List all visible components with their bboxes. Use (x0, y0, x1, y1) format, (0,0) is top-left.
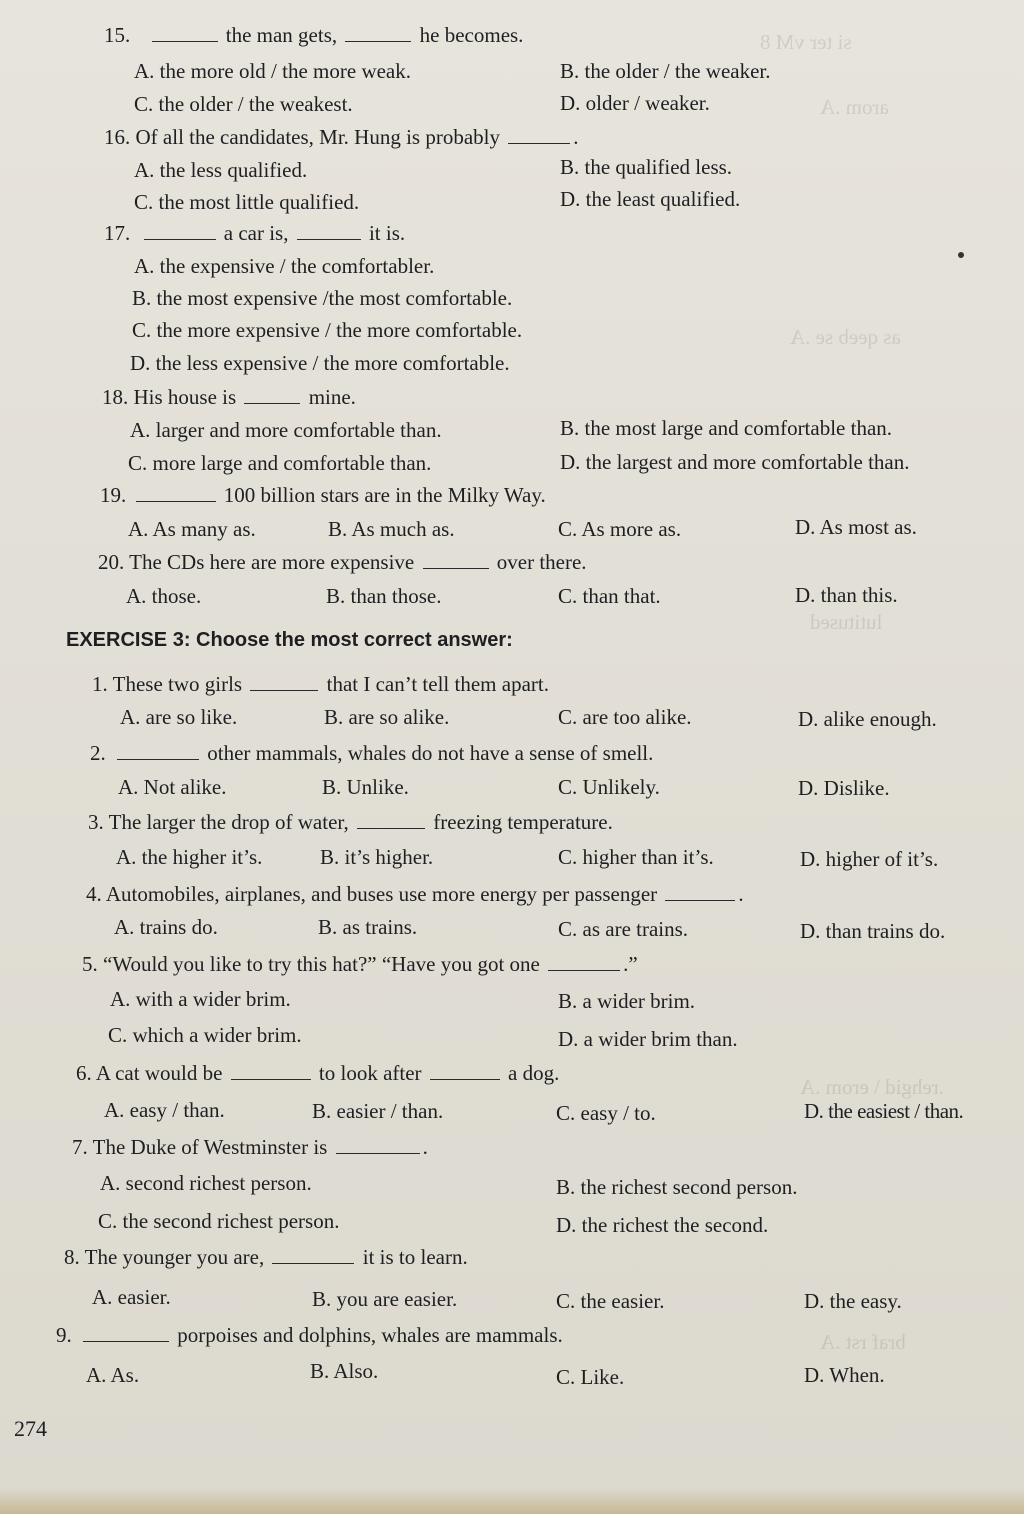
question-number: 17. (104, 221, 131, 245)
answer-blank[interactable] (548, 953, 620, 971)
question-number: 19. (100, 483, 127, 507)
answer-blank[interactable] (665, 883, 735, 901)
option-a[interactable]: A. the expensive / the comfortabler. (134, 254, 435, 278)
question-text: His house is (133, 385, 237, 409)
page-number: 274 (14, 1416, 47, 1441)
question-text: it is. (368, 221, 406, 245)
question-number: 5. (82, 952, 98, 976)
question-text: that I can’t tell them apart. (326, 672, 549, 696)
answer-blank[interactable] (357, 811, 425, 829)
question-text: The larger the drop of water, (108, 810, 349, 834)
question-number: 20. (98, 550, 125, 574)
answer-blank[interactable] (297, 222, 361, 240)
question-number: 16. (104, 125, 131, 149)
option-c[interactable]: C. As more as. (558, 517, 682, 541)
question-number: 9. (56, 1323, 72, 1347)
question-text: Automobiles, airplanes, and buses use more energy per passenger (105, 882, 658, 906)
answer-blank[interactable] (83, 1324, 169, 1342)
option-a[interactable]: A. the less qualified. (134, 158, 308, 182)
option-a[interactable]: A. Not alike. (118, 775, 227, 799)
question-number: 1. (92, 672, 108, 696)
option-c[interactable]: C. more large and comfortable than. (128, 451, 432, 475)
option-b[interactable]: B. the qualified less. (560, 155, 733, 179)
question-number: 8. (64, 1245, 80, 1269)
option-d[interactable]: D. Dislike. (798, 776, 890, 800)
option-a[interactable]: A. As many as. (128, 517, 256, 541)
answer-blank[interactable] (136, 484, 216, 502)
option-b[interactable]: B. are so alike. (324, 705, 450, 729)
question-text: it is to learn. (362, 1245, 468, 1269)
question-20 (98, 549, 587, 575)
option-c[interactable]: C. easy / to. (556, 1101, 656, 1125)
question-number: 18. (102, 385, 129, 409)
question-text: he becomes. (419, 23, 524, 47)
option-a[interactable]: A. easy / than. (104, 1098, 225, 1122)
question-text: porpoises and dolphins, whales are mammals. (177, 1323, 563, 1347)
option-c[interactable]: C. the older / the weakest. (134, 92, 353, 116)
option-a[interactable]: A. As. (86, 1363, 140, 1387)
ink-dot (958, 252, 964, 258)
option-b[interactable]: B. the most expensive /the most comfortable. (132, 286, 513, 310)
option-c[interactable]: C. as are trains. (558, 917, 689, 941)
answer-blank[interactable] (250, 673, 318, 691)
option-d[interactable]: D. alike enough. (798, 707, 937, 731)
question-number: 3. (88, 810, 104, 834)
option-c[interactable]: C. higher than it’s. (558, 845, 714, 869)
question-text: other mammals, whales do not have a sense of smell. (207, 741, 654, 765)
ex3-question-2 (90, 740, 653, 766)
ex3-question-3 (88, 809, 613, 835)
option-d[interactable]: D. older / weaker. (560, 91, 710, 115)
option-b[interactable]: B. Also. (310, 1359, 379, 1383)
question-text: 100 billion stars are in the Milky Way. (223, 483, 546, 507)
show-through-text: as qeeb se .A (790, 325, 901, 349)
question-text: a car is, (223, 221, 289, 245)
option-a[interactable]: A. those. (126, 584, 202, 608)
question-text: The Duke of Westminster is (92, 1135, 328, 1159)
show-through-text: .rehgid \ erom .A (800, 1075, 945, 1099)
option-b[interactable]: B. a wider brim. (558, 989, 696, 1013)
option-a[interactable]: A. the more old / the more weak. (134, 59, 411, 83)
question-end: . (573, 125, 579, 149)
option-a[interactable]: A. second richest person. (100, 1171, 312, 1195)
option-c[interactable]: C. Unlikely. (558, 775, 660, 799)
question-text: over there. (496, 550, 587, 574)
question-text: These two girls (112, 672, 243, 696)
ex3-question-1 (92, 671, 549, 697)
option-c[interactable]: C. which a wider brim. (108, 1023, 302, 1047)
question-text: The CDs here are more expensive (129, 550, 415, 574)
option-c[interactable]: C. than that. (558, 584, 661, 608)
option-a[interactable]: A. are so like. (120, 705, 238, 729)
option-a[interactable]: A. easier. (92, 1285, 171, 1309)
ex3-question-5 (82, 951, 638, 977)
option-a[interactable]: A. with a wider brim. (110, 987, 291, 1011)
question-end: .” (623, 952, 638, 976)
option-b[interactable]: B. Unlike. (322, 775, 409, 799)
question-number: 2. (90, 741, 106, 765)
question-number: 15. (104, 23, 131, 47)
question-text: Of all the candidates, Mr. Hung is probably (135, 125, 501, 149)
question-19 (100, 482, 546, 508)
question-text: “Would you like to try this hat?” “Have you got one (103, 952, 540, 976)
question-number: 6. (76, 1061, 92, 1085)
option-d[interactable]: D. than trains do. (800, 919, 946, 943)
exercise-heading: EXERCISE 3: Choose the most correct answer: (66, 629, 513, 651)
question-end: . (422, 1135, 428, 1159)
option-d[interactable]: D. As most as. (795, 515, 917, 539)
option-b[interactable]: B. As much as. (328, 517, 455, 541)
option-d[interactable]: D. the least qualified. (560, 187, 741, 211)
option-b[interactable]: B. easier / than. (312, 1099, 444, 1123)
question-text: a dog. (508, 1061, 560, 1085)
question-end: . (738, 882, 744, 906)
option-d[interactable]: D. When. (804, 1363, 885, 1387)
ex3-question-6 (76, 1060, 559, 1086)
answer-blank[interactable] (423, 551, 489, 569)
show-through-text: si ter vM 8 (760, 30, 852, 54)
page-edge (0, 1488, 1024, 1514)
question-text: mine. (308, 385, 356, 409)
option-c[interactable]: C. the second richest person. (98, 1209, 340, 1233)
option-b[interactable]: B. the older / the weaker. (560, 59, 771, 83)
option-b[interactable]: B. the most large and comfortable than. (560, 416, 893, 440)
question-text: freezing temperature. (433, 810, 613, 834)
ex3-question-9 (56, 1322, 563, 1348)
option-d[interactable]: D. a wider brim than. (558, 1027, 738, 1051)
option-b[interactable]: B. as trains. (318, 915, 418, 939)
option-a[interactable]: A. the higher it’s. (116, 845, 263, 869)
option-c[interactable]: C. are too alike. (558, 705, 692, 729)
answer-blank[interactable] (508, 126, 570, 144)
option-d[interactable]: D. the easy. (804, 1289, 902, 1313)
option-d[interactable]: D. higher of it’s. (800, 847, 939, 871)
answer-blank[interactable] (244, 386, 300, 404)
option-c[interactable]: C. Like. (556, 1365, 625, 1389)
show-through-text: lutitused (810, 610, 883, 634)
question-text: The younger you are, (84, 1245, 265, 1269)
option-d[interactable]: D. the largest and more comfortable than. (560, 450, 910, 474)
option-d[interactable]: D. than this. (795, 583, 898, 607)
ex3-question-8 (64, 1244, 468, 1270)
option-d[interactable]: D. the easiest / than. (804, 1099, 964, 1123)
option-c[interactable]: C. the most little qualified. (134, 190, 360, 214)
question-text: to look after (318, 1061, 422, 1085)
answer-blank[interactable] (345, 24, 411, 42)
answer-blank[interactable] (152, 24, 218, 42)
option-a[interactable]: A. larger and more comfortable than. (130, 418, 442, 442)
answer-blank[interactable] (336, 1136, 420, 1154)
answer-blank[interactable] (117, 742, 199, 760)
question-15 (104, 22, 523, 48)
option-d[interactable]: D. the less expensive / the more comfortable. (130, 351, 510, 375)
question-number: 4. (86, 882, 102, 906)
question-text: the man gets, (225, 23, 338, 47)
answer-blank[interactable] (231, 1062, 311, 1080)
question-17 (104, 220, 405, 246)
option-c[interactable]: C. the easier. (556, 1289, 665, 1313)
show-through-text: arom .A (820, 95, 889, 119)
ex3-question-4 (86, 881, 744, 907)
option-b[interactable]: B. than those. (326, 584, 442, 608)
option-b[interactable]: B. it’s higher. (320, 845, 434, 869)
option-c[interactable]: C. the more expensive / the more comfortable. (132, 318, 523, 342)
question-16 (104, 124, 579, 150)
answer-blank[interactable] (430, 1062, 500, 1080)
show-through-text: braf rst .A (820, 1330, 906, 1354)
answer-blank[interactable] (144, 222, 216, 240)
question-text: A cat would be (95, 1061, 223, 1085)
option-b[interactable]: B. you are easier. (312, 1287, 458, 1311)
option-d[interactable]: D. the richest the second. (556, 1213, 769, 1237)
option-a[interactable]: A. trains do. (114, 915, 218, 939)
option-b[interactable]: B. the richest second person. (556, 1175, 798, 1199)
answer-blank[interactable] (272, 1246, 354, 1264)
question-18 (102, 384, 356, 410)
ex3-question-7 (72, 1134, 428, 1160)
question-number: 7. (72, 1135, 88, 1159)
